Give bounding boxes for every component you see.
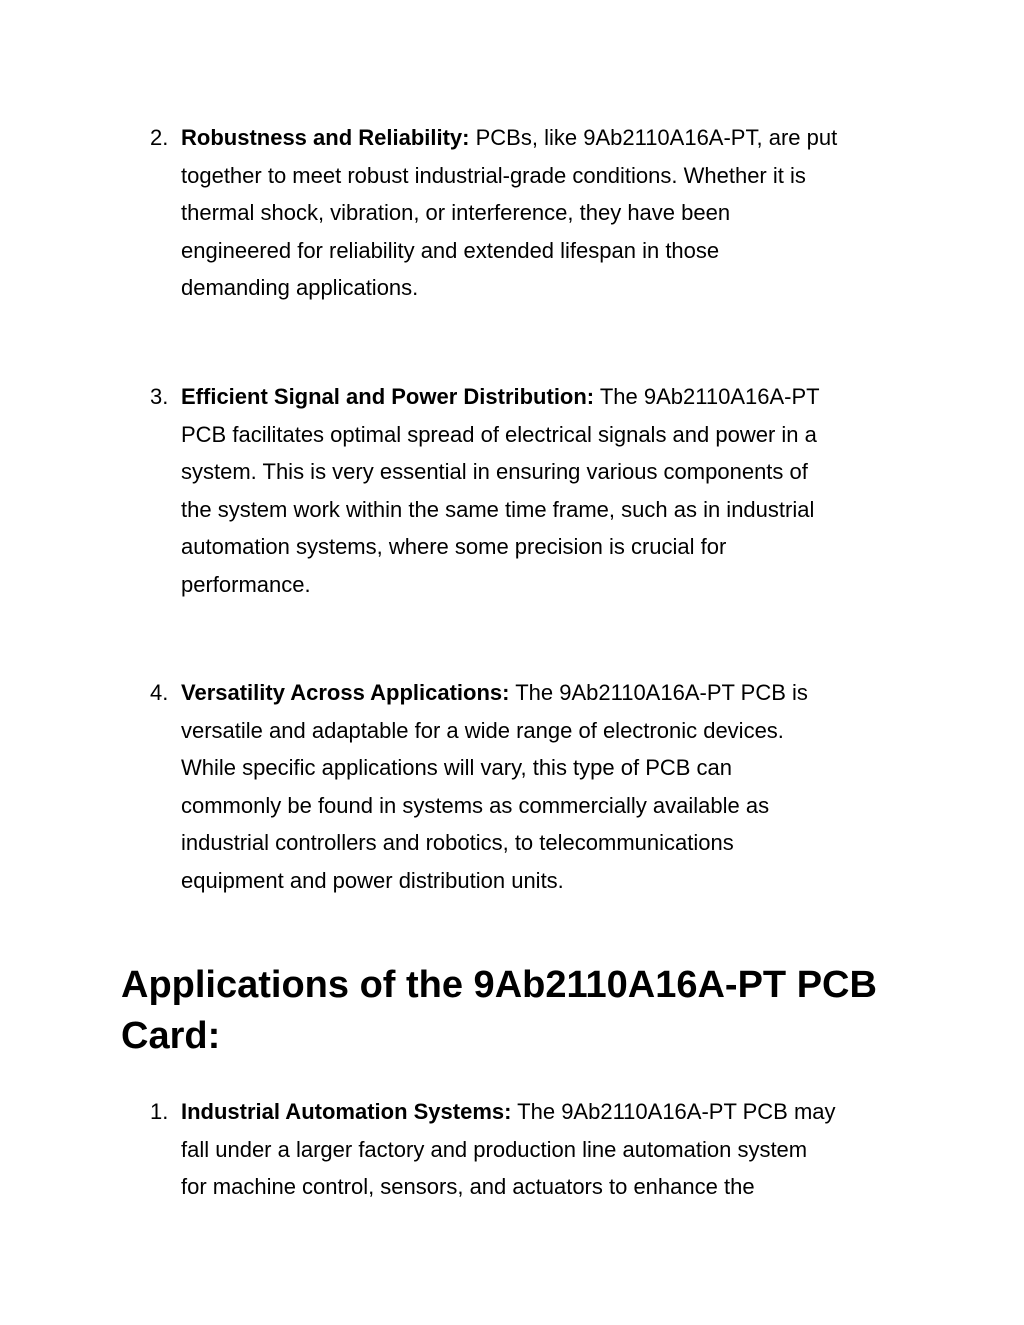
text-line: PCB facilitates optimal spread of electrical signals and power in a (181, 421, 817, 447)
text-line: automation systems, where some precision is crucial for (181, 534, 727, 559)
text-line: industrial controllers and robotics, to telecommunications (181, 830, 734, 855)
text-line: performance. (181, 571, 311, 597)
list-item-text (181, 119, 910, 307)
list-number: 2. (150, 125, 169, 150)
section-heading (121, 960, 921, 1062)
list-number: 3. (150, 384, 169, 409)
list-item-robustness (150, 119, 910, 307)
text-line: demanding applications. (181, 275, 419, 300)
text-segment: The 9Ab2110A16A-PT PCB is (515, 680, 808, 705)
text-line (181, 119, 910, 157)
item-lead: Industrial Automation Systems: (181, 1099, 512, 1124)
text-line: for machine control, sensors, and actuators to enhance the (181, 1174, 755, 1199)
list-item-text (181, 378, 910, 603)
list-number: 1. (150, 1099, 169, 1124)
text-line (181, 378, 910, 416)
list-number: 4. (150, 680, 169, 705)
text-line: versatile and adaptable for a wide range of electronic devices. (181, 717, 784, 743)
text-line (181, 1093, 910, 1131)
list-item-text (181, 674, 910, 899)
heading-line: Card: (121, 1015, 221, 1057)
text-line: thermal shock, vibration, or interference, they have been (181, 200, 731, 225)
list-item-versatility (150, 674, 910, 899)
text-line (181, 674, 910, 712)
text-line: commonly be found in systems as commercially available as (181, 792, 770, 818)
text-segment: The 9Ab2110A16A-PT (599, 384, 820, 409)
heading-line: Applications of the 9Ab2110A16A-PT PCB (121, 964, 877, 1006)
list-item-industrial-automation (150, 1093, 910, 1206)
text-line: system. This is very essential in ensuring various components of (181, 459, 808, 484)
item-lead: Robustness and Reliability: (181, 125, 470, 150)
text-segment: The 9Ab2110A16A-PT PCB may (517, 1099, 836, 1124)
text-line: equipment and power distribution units. (181, 867, 564, 893)
item-lead: Versatility Across Applications: (181, 680, 510, 705)
list-item-signal-distribution (150, 378, 910, 603)
text-line: together to meet robust industrial-grade conditions. Whether it is (181, 162, 806, 188)
list-item-text (181, 1093, 910, 1206)
item-lead: Efficient Signal and Power Distribution: (181, 384, 595, 409)
text-line: engineered for reliability and extended lifespan in those (181, 237, 720, 263)
text-segment: PCBs, like 9Ab2110A16A-PT, are put (475, 125, 838, 150)
text-line: fall under a larger factory and production line automation system (181, 1136, 808, 1162)
text-line: the system work within the same time frame, such as in industrial (181, 496, 815, 522)
text-line: While specific applications will vary, this type of PCB can (181, 755, 733, 780)
